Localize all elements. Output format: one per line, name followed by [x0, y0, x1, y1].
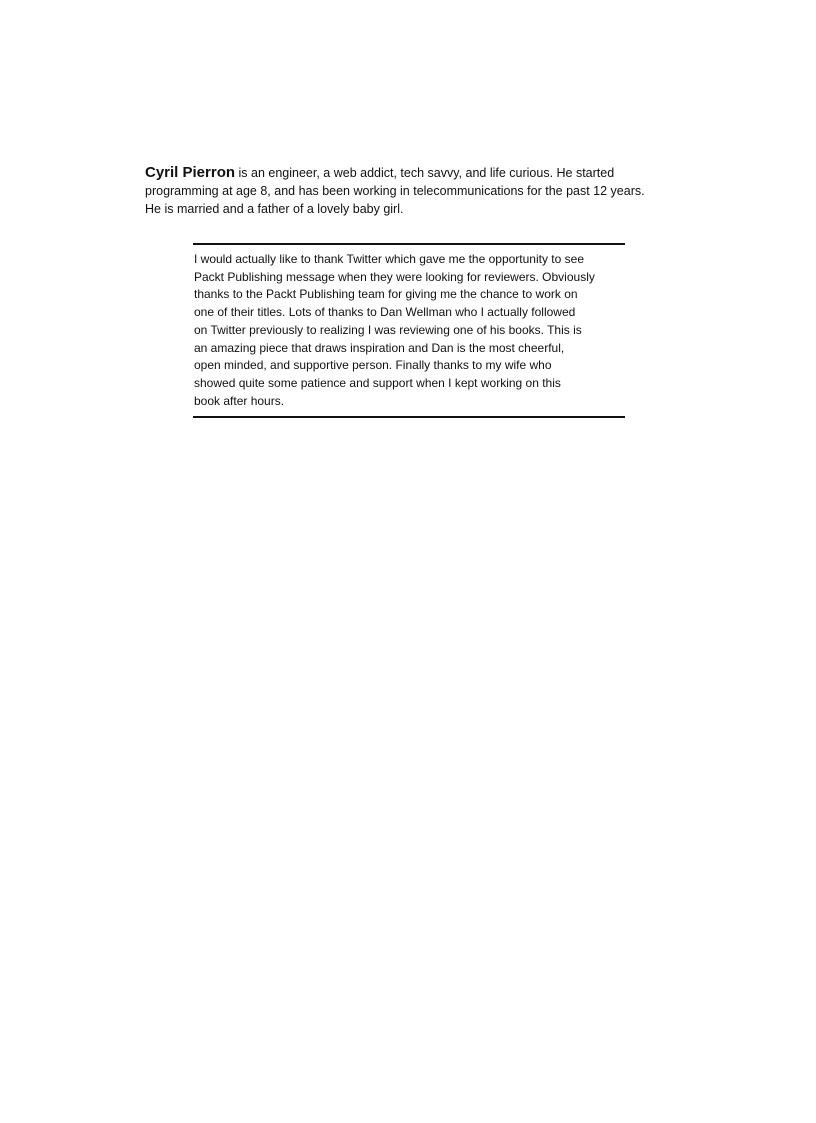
ack-line-8: showed quite some patience and support when I kept working on this: [194, 375, 561, 390]
ack-line-5: on Twitter previously to realizing I was reviewing one of his books. This is: [194, 322, 582, 337]
bio-first-line: [145, 164, 675, 182]
ack-line-6: an amazing piece that draws inspiration and Dan is the most cheerful,: [194, 340, 565, 355]
ack-line-2: Packt Publishing message when they were looking for reviewers. Obviously: [194, 269, 595, 284]
ack-line-1: I would actually like to thank Twitter which gave me the opportunity to see: [194, 252, 584, 266]
acknowledgement-box: [193, 243, 625, 418]
reviewer-name: Cyril Pierron: [145, 164, 236, 181]
ack-line-7: open minded, and supportive person. Finally thanks to my wife who: [194, 358, 552, 373]
bio-line-1: is an engineer, a web addict, tech savvy, and life curious. He started: [235, 166, 615, 180]
ack-line-3: thanks to the Packt Publishing team for giving me the chance to work on: [194, 287, 578, 302]
bio-line-2: programming at age 8, and has been working in telecommunications for the past 12 years.: [145, 184, 645, 198]
reviewer-bio: [145, 164, 675, 218]
ack-line-9: book after hours.: [194, 393, 285, 408]
ack-line-4: one of their titles. Lots of thanks to Dan Wellman who I actually followed: [194, 305, 576, 320]
acknowledgement-text: [194, 251, 625, 410]
bio-line-3: He is married and a father of a lovely baby girl.: [145, 202, 404, 216]
